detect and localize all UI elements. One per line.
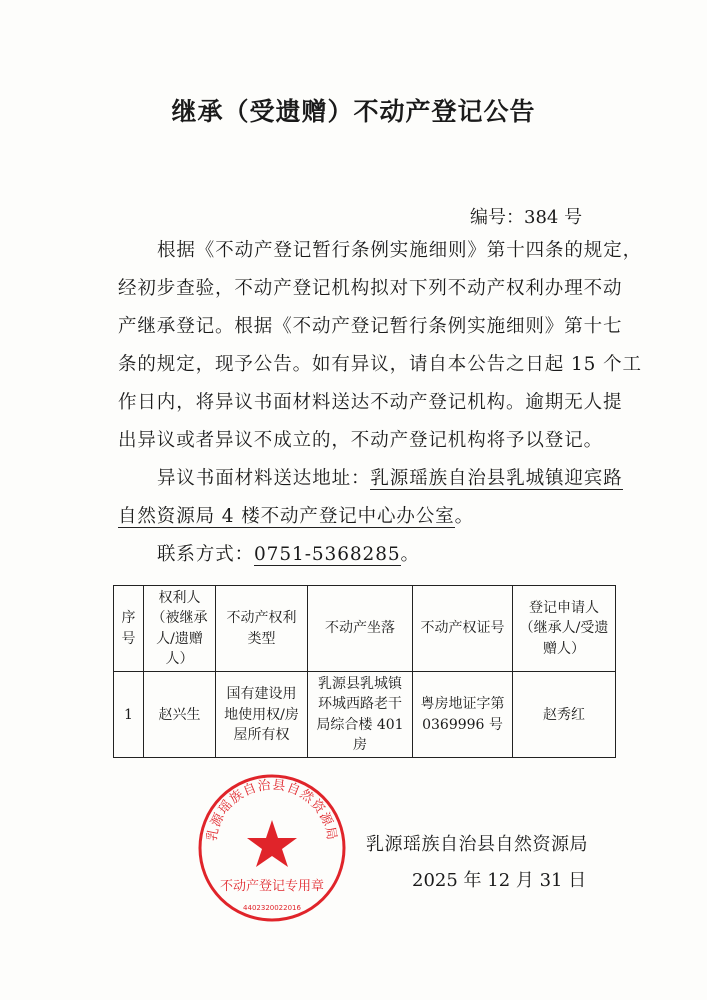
- address-label: 异议书面材料送达地址：: [157, 468, 371, 489]
- cell-location: 乳源县乳城镇环城西路老干局综合楼 401 房: [308, 672, 413, 758]
- body-line: 产继承登记。根据《不动产登记暂行条例实施细则》第十七: [118, 316, 623, 337]
- punctuation: 。: [400, 544, 420, 565]
- document-number: 编号：384 号: [470, 207, 583, 228]
- address-line-2: [118, 502, 474, 528]
- header-cell: 不动产坐落: [308, 586, 413, 672]
- page-title: 继承（受遗赠）不动产登记公告: [171, 97, 536, 126]
- body-line: 条的规定，现予公告。如有异议，请自本公告之日起 15 个工: [118, 354, 642, 375]
- cell-index: 1: [114, 672, 144, 758]
- stamp-outer-text: 乳源瑶族自治县自然资源局: [204, 777, 340, 843]
- body-line: 出异议或者异议不成立的，不动产登记机构将予以登记。: [118, 430, 604, 451]
- issuer-signature: 乳源瑶族自治县自然资源局: [366, 834, 588, 855]
- cell-certificate: 粤房地证字第 0369996 号: [413, 672, 513, 758]
- body-line: 作日内，将异议书面材料送达不动产登记机构。逾期无人提: [118, 392, 623, 413]
- header-cell: 权利人（被继承人/遗赠人）: [144, 586, 216, 672]
- header-cell: 不动产权利类型: [216, 586, 308, 672]
- cell-applicant: 赵秀红: [513, 672, 616, 758]
- address-value: 自然资源局 4 楼不动产登记中心办公室: [118, 506, 455, 527]
- contact-phone: 0751-5368285: [254, 544, 401, 565]
- contact-line: [157, 540, 420, 566]
- property-table: [113, 585, 616, 758]
- stamp-code: 4402320022016: [243, 904, 301, 912]
- body-line: 根据《不动产登记暂行条例实施细则》第十四条的规定，: [157, 240, 643, 261]
- cell-owner: 赵兴生: [144, 672, 216, 758]
- punctuation: 。: [454, 506, 475, 527]
- header-cell: 序号: [114, 586, 144, 672]
- star-icon: [247, 820, 297, 867]
- official-seal-stamp: [196, 772, 348, 924]
- header-cell: 登记申请人（继承人/受遗赠人）: [513, 586, 616, 672]
- issue-date: 2025 年 12 月 31 日: [412, 870, 587, 891]
- stamp-inner-text: 不动产登记专用章: [219, 879, 325, 894]
- header-cell: 不动产权证号: [413, 586, 513, 672]
- cell-right-type: 国有建设用地使用权/房屋所有权: [216, 672, 308, 758]
- contact-label: 联系方式：: [157, 544, 255, 565]
- table-header-row: [114, 586, 616, 672]
- address-value: 乳源瑶族自治县乳城镇迎宾路: [370, 468, 623, 489]
- table-row: [114, 672, 616, 758]
- body-line: 经初步查验，不动产登记机构拟对下列不动产权利办理不动: [118, 278, 623, 299]
- address-line: [157, 464, 623, 490]
